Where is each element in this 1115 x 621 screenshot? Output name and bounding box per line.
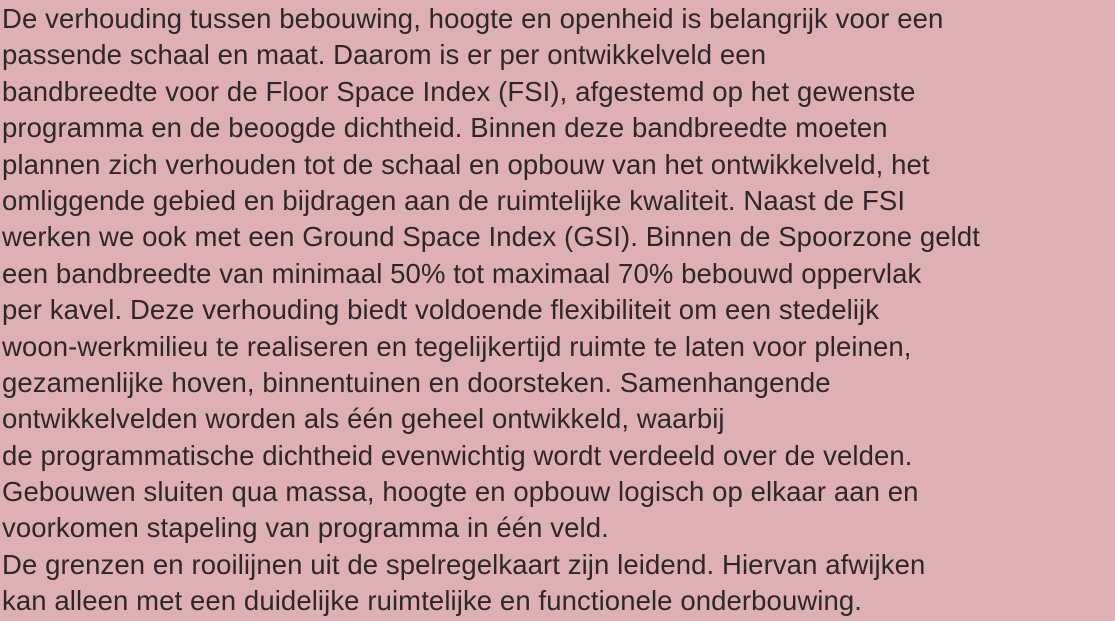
text-line: voorkomen stapeling van programma in één veld. [2, 512, 609, 544]
text-line: plannen zich verhouden tot de schaal en opbouw van het ontwikkelveld, het [2, 148, 930, 180]
text-line: kan alleen met een duidelijke ruimtelijke en functionele onderbouwing. [2, 585, 863, 617]
text-line: Gebouwen sluiten qua massa, hoogte en opbouw logisch op elkaar aan en [2, 476, 919, 508]
text-line: de programmatische dichtheid evenwichtig wordt verdeeld over de velden. [2, 439, 913, 471]
text-line: werken we ook met een Ground Space Index (GSI). Binnen de Spoorzone geldt [2, 221, 981, 253]
text-line: passende schaal en maat. Daarom is er per ontwikkelveld een [2, 39, 767, 71]
text-line: gezamenlijke hoven, binnentuinen en doorsteken. Samenhangende [2, 366, 831, 398]
text-line: per kavel. Deze verhouding biedt voldoende flexibiliteit om een stedelijk [2, 294, 880, 326]
text-line: programma en de beoogde dichtheid. Binnen deze bandbreedte moeten [2, 112, 888, 144]
text-line: De grenzen en rooilijnen uit de spelregelkaart zijn leidend. Hiervan afwijken [2, 548, 926, 580]
text-line: een bandbreedte van minimaal 50% tot maximaal 70% bebouwd oppervlak [2, 257, 922, 289]
text-line: De verhouding tussen bebouwing, hoogte en openheid is belangrijk voor een [2, 3, 944, 34]
text-line: woon-werkmilieu te realiseren en tegelijkertijd ruimte te laten voor pleinen, [2, 330, 912, 362]
text-line: omliggende gebied en bijdragen aan de ruimtelijke kwaliteit. Naast de FSI [2, 184, 906, 216]
text-line: bandbreedte voor de Floor Space Index (FSI), afgestemd op het gewenste [2, 75, 916, 107]
text-line: ontwikkelvelden worden als één geheel ontwikkeld, waarbij [2, 403, 725, 435]
